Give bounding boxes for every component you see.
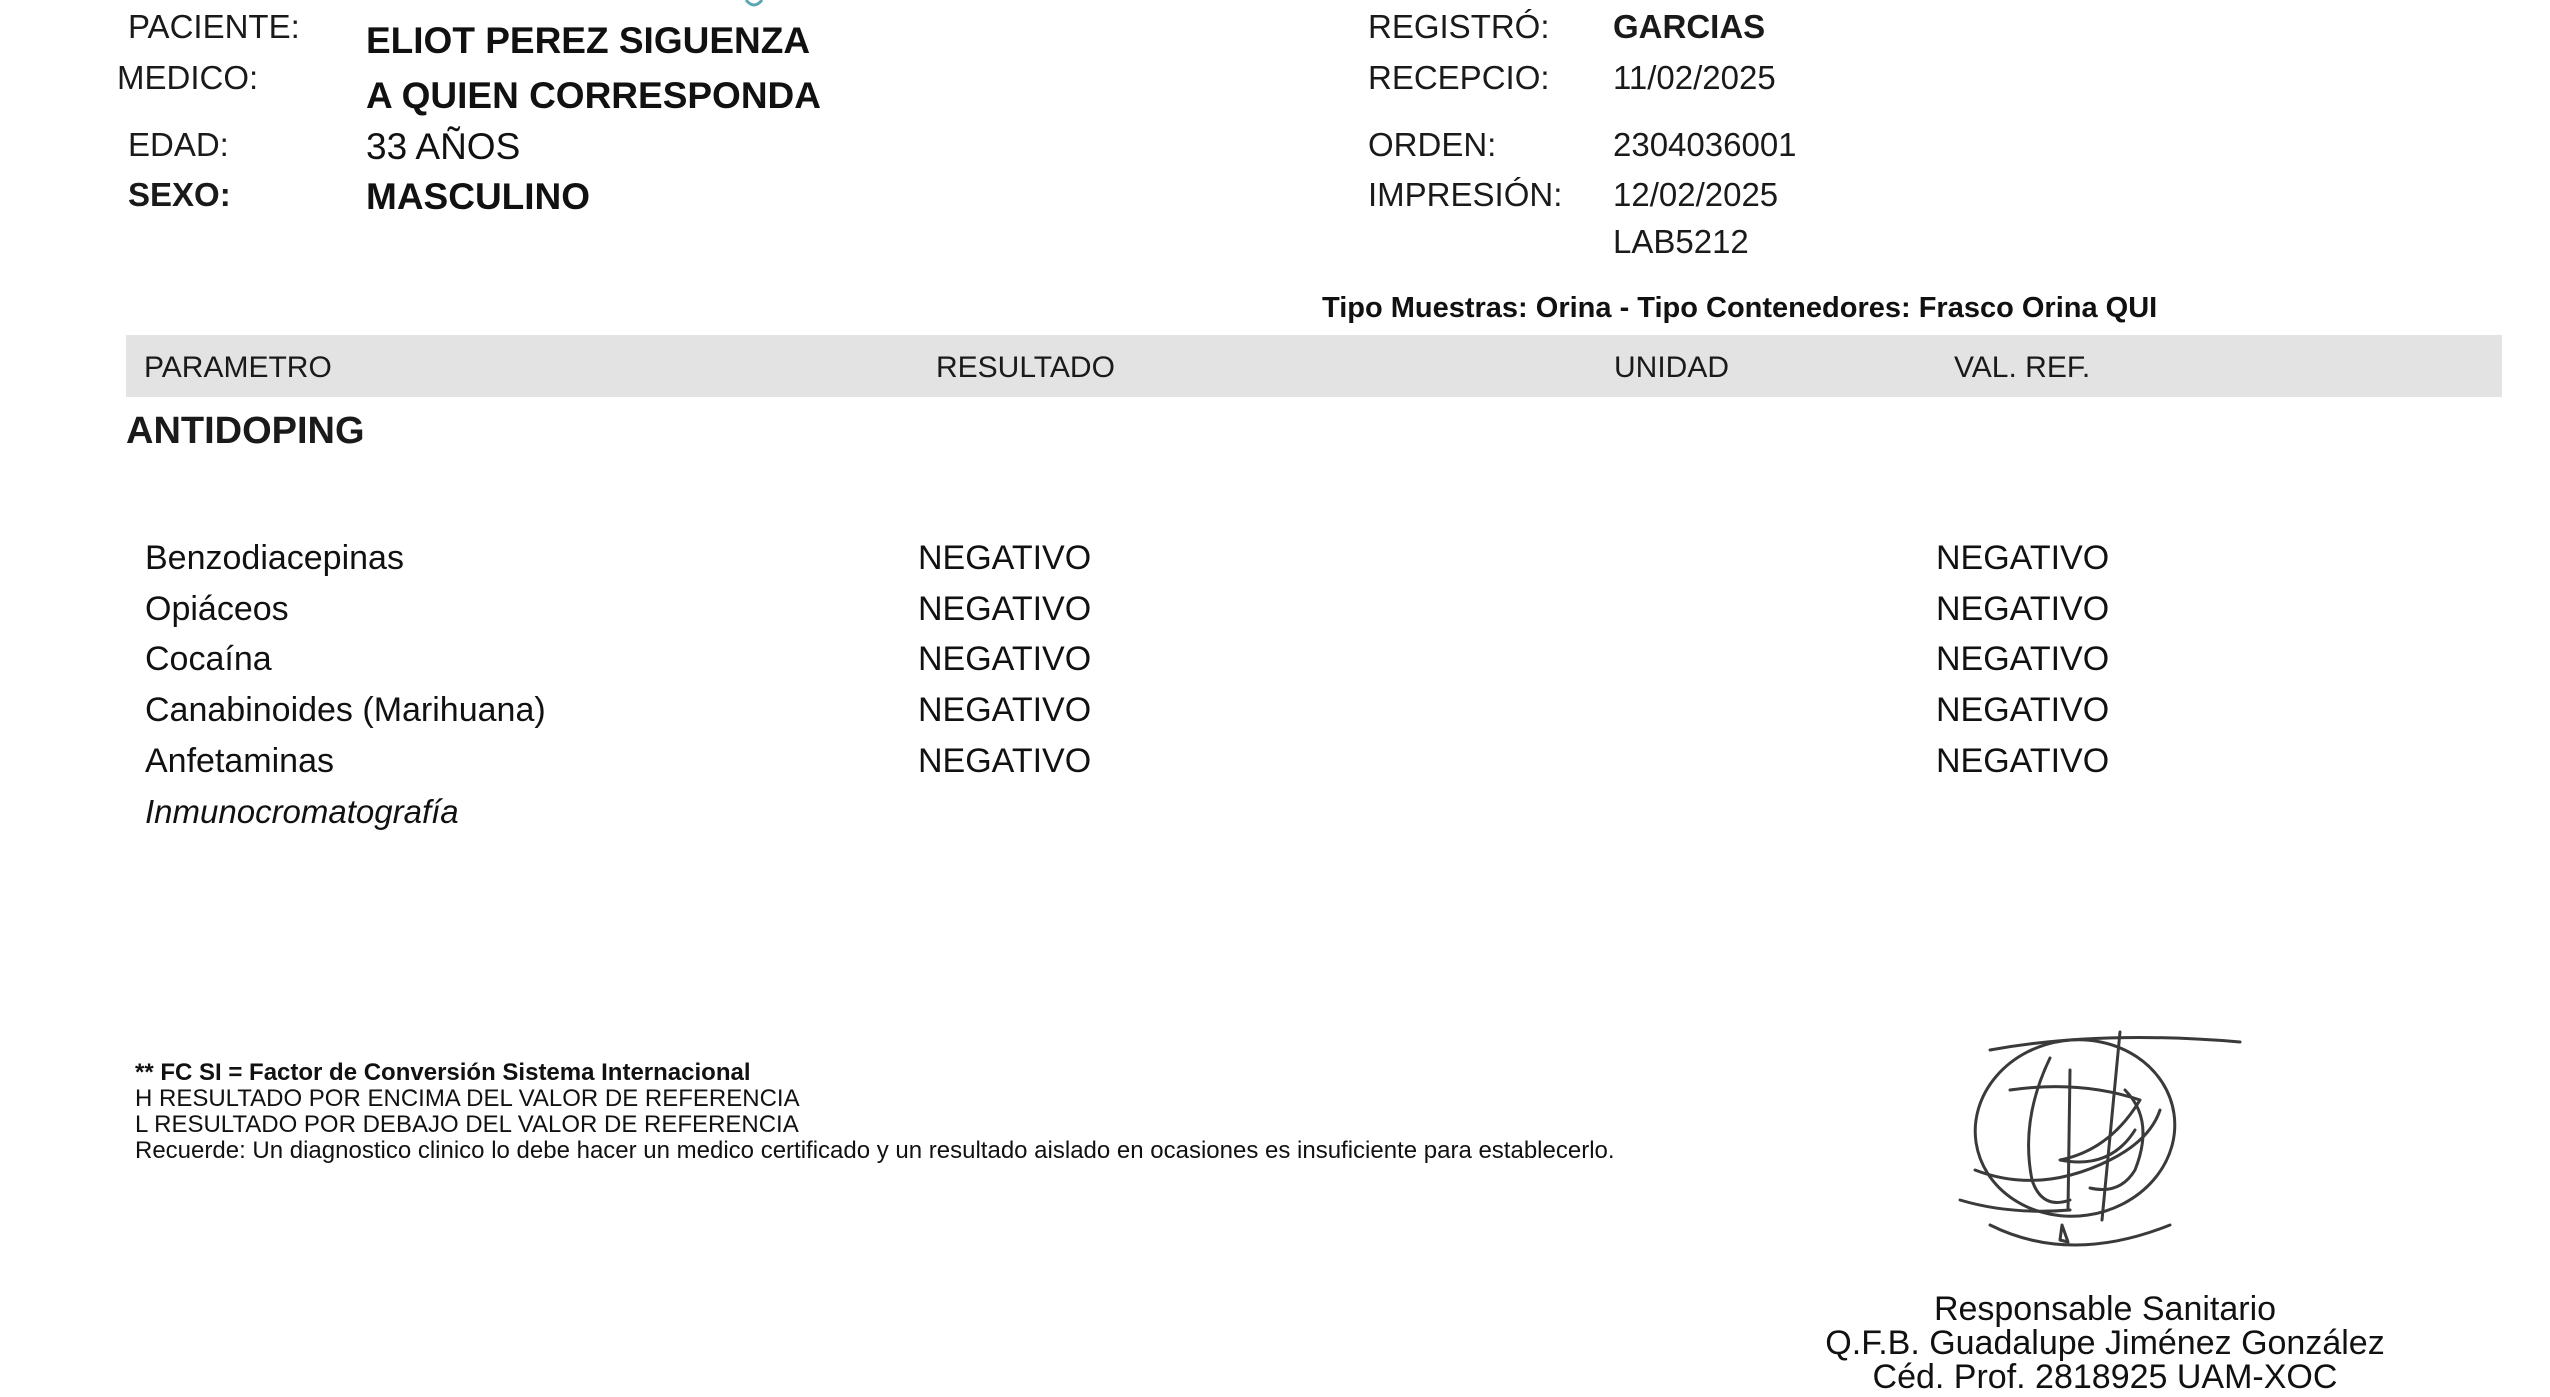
row-val-ref: NEGATIVO <box>1936 742 2110 780</box>
header-unidad: UNIDAD <box>1614 351 1730 384</box>
row-resultado: NEGATIVO <box>918 640 1092 678</box>
registro-label: REGISTRÓ: <box>1368 8 1550 45</box>
sample-info: Tipo Muestras: Orina - Tipo Contenedores: Frasco Orina QUI <box>1322 292 2158 324</box>
row-resultado: NEGATIVO <box>918 539 1092 577</box>
row-val-ref: NEGATIVO <box>1936 640 2110 678</box>
recepcio-value: 11/02/2025 <box>1613 59 1776 96</box>
orden-value: 2304036001 <box>1613 126 1797 163</box>
l-note: L RESULTADO POR DEBAJO DEL VALOR DE REFERENCIA <box>135 1111 799 1138</box>
edad-label: EDAD: <box>128 126 229 163</box>
paciente-value: ELIOT PEREZ SIGUENZA <box>366 20 811 61</box>
row-parametro: Opiáceos <box>145 590 289 628</box>
row-resultado: NEGATIVO <box>918 590 1092 628</box>
row-parametro: Cocaína <box>145 640 272 678</box>
row-val-ref: NEGATIVO <box>1936 539 2110 577</box>
paciente-label: PACIENTE: <box>128 8 300 45</box>
results-table-header <box>126 335 2502 397</box>
row-parametro: Benzodiacepinas <box>145 539 404 577</box>
impresion-value: 12/02/2025 <box>1613 176 1779 213</box>
row-val-ref: NEGATIVO <box>1936 590 2110 628</box>
header-val-ref: VAL. REF. <box>1954 351 2091 384</box>
section-title: ANTIDOPING <box>126 410 365 452</box>
signature-name: Q.F.B. Guadalupe Jiménez González <box>1825 1324 2385 1362</box>
logo-fragment <box>740 0 768 10</box>
recepcio-label: RECEPCIO: <box>1368 59 1550 96</box>
handwritten-signature <box>1950 1010 2270 1270</box>
sexo-label: SEXO: <box>128 176 231 213</box>
edad-value: 33 AÑOS <box>366 126 521 167</box>
row-parametro: Anfetaminas <box>145 742 334 780</box>
row-resultado: NEGATIVO <box>918 742 1092 780</box>
row-parametro: Canabinoides (Marihuana) <box>145 691 546 729</box>
impresion-label: IMPRESIÓN: <box>1368 176 1563 213</box>
header-resultado: RESULTADO <box>936 351 1115 384</box>
medico-value: A QUIEN CORRESPONDA <box>366 75 822 116</box>
row-val-ref: NEGATIVO <box>1936 691 2110 729</box>
orden-label: ORDEN: <box>1368 126 1497 163</box>
lab-code: LAB5212 <box>1613 223 1749 260</box>
h-note: H RESULTADO POR ENCIMA DEL VALOR DE REFERENCIA <box>135 1085 800 1112</box>
signature-cedula: Céd. Prof. 2818925 UAM-XOC <box>1872 1358 2338 1396</box>
row-resultado: NEGATIVO <box>918 691 1092 729</box>
medico-label: MEDICO: <box>117 59 259 96</box>
fc-si-note: ** FC SI = Factor de Conversión Sistema Internacional <box>135 1059 751 1086</box>
registro-value: GARCIAS <box>1613 8 1766 45</box>
signature-role: Responsable Sanitario <box>1933 1290 2277 1328</box>
header-parametro: PARAMETRO <box>144 351 332 384</box>
reminder-note: Recuerde: Un diagnostico clinico lo debe hacer un medico certificado y un resultado aislado en ocasiones es insuficiente para establecerlo. <box>135 1137 1615 1164</box>
method-note: Inmunocromatografía <box>145 793 459 830</box>
sexo-value: MASCULINO <box>366 176 591 217</box>
